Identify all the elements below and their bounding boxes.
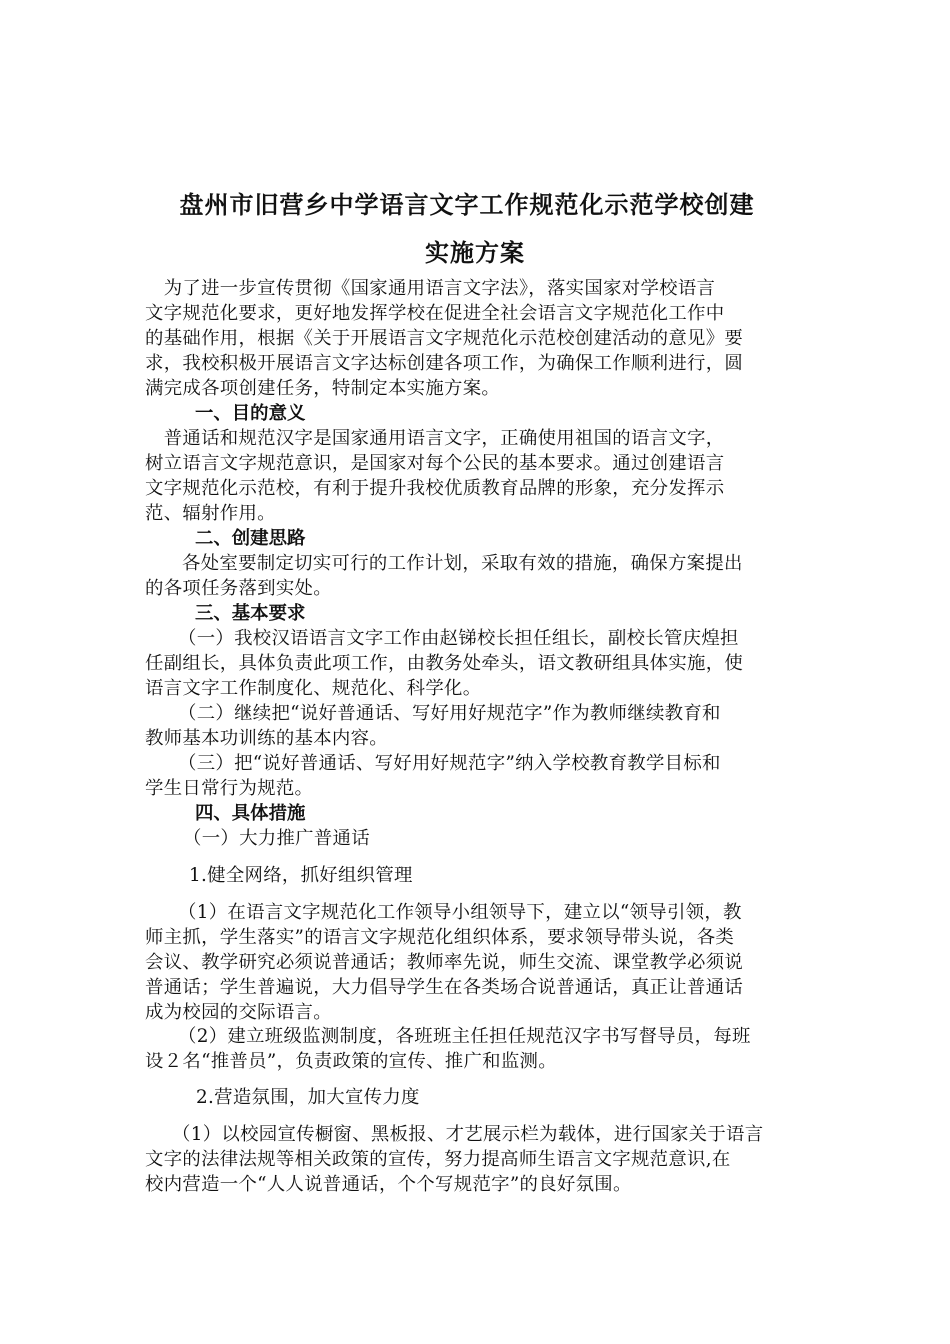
paragraph-line: （三）把“说好普通话、写好用好规范字”纳入学校教育教学目标和 — [178, 753, 721, 774]
paragraph-line: 师主抓，学生落实”的语言文字规范化组织体系，要求领导带头说，各类 — [145, 927, 735, 948]
paragraph-line: 各处室要制定切实可行的工作计划，采取有效的措施，确保方案提出 — [182, 553, 743, 574]
section-heading: 一、目的意义 — [195, 403, 306, 424]
paragraph-line: 范、辐射作用。 — [145, 503, 276, 524]
paragraph-line: （一）我校汉语语言文字工作由赵锑校长担任组长，副校长管庆煌担 — [178, 628, 739, 649]
paragraph-line: 普通话和规范汉字是国家通用语言文字，正确使用祖国的语言文字， — [145, 428, 725, 449]
paragraph-line: 学生日常行为规范。 — [145, 778, 314, 799]
paragraph-line: 普通话；学生普遍说，大力倡导学生在各类场合说普通话，真正让普通话 — [145, 977, 744, 998]
subsection-heading: （一）大力推广普通话 — [183, 828, 370, 849]
paragraph-line: （2）建立班级监测制度，各班班主任担任规范汉字书写督导员，每班 — [178, 1026, 751, 1047]
paragraph-line: 设２名“推普员”，负责政策的宣传、推广和监测。 — [145, 1051, 557, 1072]
paragraph-line: 教师基本功训练的基本内容。 — [145, 728, 388, 749]
paragraph-line: 求，我校积极开展语言文字达标创建各项工作，为确保工作顺利进行，圆 — [145, 353, 744, 374]
section-heading: 三、基本要求 — [195, 603, 306, 624]
section-heading: 四、具体措施 — [195, 803, 306, 824]
paragraph-line: 成为校园的交际语言。 — [145, 1002, 332, 1023]
paragraph-line: （1）在语言文字规范化工作领导小组领导下，建立以“领导引领，教 — [178, 902, 742, 923]
paragraph-line: 为了进一步宣传贯彻《国家通用语言文字法》，落实国家对学校语言 — [145, 278, 716, 299]
paragraph-line: 文字规范化要求，更好地发挥学校在促进全社会语言文字规范化工作中 — [145, 303, 725, 324]
paragraph-line: 语言文字工作制度化、规范化、科学化。 — [145, 678, 482, 699]
paragraph-line: 文字规范化示范校，有利于提升我校优质教育品牌的形象，充分发挥示 — [145, 478, 725, 499]
paragraph-line: 的各项任务落到实处。 — [145, 578, 332, 599]
item-heading: 1.健全网络，抓好组织管理 — [189, 865, 413, 886]
paragraph-line: 满完成各项创建任务，特制定本实施方案。 — [145, 378, 501, 399]
paragraph-line: 任副组长，具体负责此项工作，由教务处牵头，语文教研组具体实施，使 — [145, 653, 744, 674]
paragraph-line: 文字的法律法规等相关政策的宣传，努力提高师生语言文字规范意识,在 — [145, 1149, 731, 1170]
paragraph-line: （二）继续把“说好普通话、写好用好规范字”作为教师继续教育和 — [178, 703, 721, 724]
item-heading: 2.营造氛围，加大宣传力度 — [196, 1087, 420, 1108]
paragraph-line: 的基础作用，根据《关于开展语言文字规范化示范校创建活动的意见》要 — [145, 328, 744, 349]
paragraph-line: 校内营造一个“人人说普通话，个个写规范字”的良好氛围。 — [145, 1174, 632, 1195]
paragraph-line: 树立语言文字规范意识，是国家对每个公民的基本要求。通过创建语言 — [145, 453, 725, 474]
document-title: 盘州市旧营乡中学语言文字工作规范化示范学校创建 — [179, 191, 755, 219]
paragraph-line: 会议、教学研究必须说普通话；教师率先说，师生交流、课堂教学必须说 — [145, 952, 744, 973]
section-heading: 二、创建思路 — [195, 528, 306, 549]
document-subtitle: 实施方案 — [425, 239, 525, 267]
paragraph-line: （1）以校园宣传橱窗、黑板报、才艺展示栏为载体，进行国家关于语言 — [172, 1124, 764, 1145]
